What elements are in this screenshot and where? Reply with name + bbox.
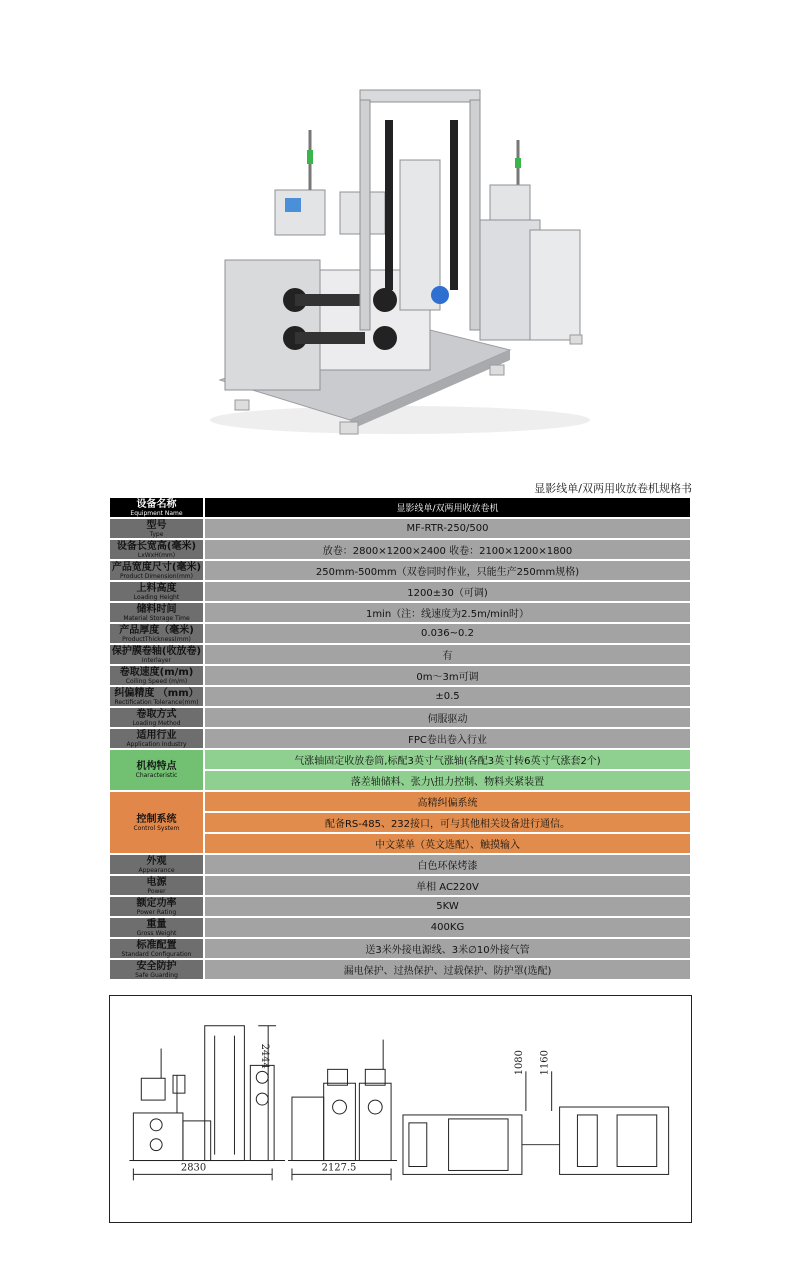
spec-label bbox=[110, 750, 203, 790]
spec-label bbox=[110, 729, 203, 748]
spec-value: 400KG bbox=[203, 918, 690, 937]
spec-row bbox=[110, 939, 690, 958]
spec-label bbox=[110, 540, 203, 559]
dim-height-unwinder: 2444 bbox=[259, 1043, 271, 1069]
spec-value: 显影线单/双两用收放卷机 bbox=[203, 498, 690, 517]
spec-label-zh: 纠偏精度 （mm） bbox=[114, 687, 199, 699]
dim-width-a: 1080 bbox=[513, 1050, 525, 1076]
spec-row bbox=[110, 897, 690, 916]
spec-label bbox=[110, 708, 203, 727]
spec-value: 放卷：2800×1200×2400 收卷：2100×1200×1800 bbox=[203, 540, 690, 559]
spec-row bbox=[110, 918, 690, 937]
spec-label bbox=[110, 519, 203, 538]
spec-table bbox=[110, 496, 690, 981]
spec-label bbox=[110, 855, 203, 874]
spec-label bbox=[110, 582, 203, 601]
spec-label bbox=[110, 918, 203, 937]
spec-label bbox=[110, 561, 203, 580]
spec-label bbox=[110, 666, 203, 685]
spec-label-zh: 额定功率 bbox=[136, 897, 177, 909]
spec-label-en: Gross Weight bbox=[136, 929, 177, 937]
spec-row bbox=[110, 750, 690, 769]
spec-label-en: Loading Method bbox=[132, 719, 181, 727]
document-title: 显影线单/双两用收放卷机规格书 bbox=[534, 482, 692, 495]
spec-label-zh: 产品宽度尺寸(毫米) bbox=[111, 561, 202, 573]
spec-value: ±0.5 bbox=[203, 687, 690, 706]
spec-label-zh: 机构特点 bbox=[136, 761, 177, 772]
spec-label bbox=[110, 624, 203, 643]
spec-label-en: Standard Configuration bbox=[121, 950, 192, 958]
spec-label bbox=[110, 939, 203, 958]
spec-value: 配备RS-485、232接口，可与其他相关设备进行通信。 bbox=[203, 813, 690, 832]
spec-value: 0m～3m可调 bbox=[203, 666, 690, 685]
spec-row bbox=[110, 519, 690, 538]
spec-label bbox=[110, 645, 203, 664]
spec-label-zh: 储料时间 bbox=[136, 603, 177, 615]
spec-value: 0.036~0.2 bbox=[203, 624, 690, 643]
spec-label-zh: 卷取方式 bbox=[136, 708, 177, 720]
spec-label-zh: 设备长宽高(毫米) bbox=[116, 540, 197, 552]
machine-photo bbox=[200, 80, 610, 440]
spec-label-zh: 控制系统 bbox=[136, 813, 177, 825]
spec-label-en: Power bbox=[147, 887, 166, 895]
spec-label-zh: 设备名称 bbox=[136, 498, 177, 510]
spec-value: 1min（注：线速度为2.5m/min时） bbox=[203, 603, 690, 622]
spec-value: 1200±30（可调) bbox=[203, 582, 690, 601]
dim-length-rewinder: 2127.5 bbox=[321, 1162, 357, 1174]
spec-label-en: Material Storage Time bbox=[123, 614, 190, 622]
spec-label-en: LxWxH(mm) bbox=[137, 551, 176, 559]
spec-label-en: Characteristic bbox=[135, 772, 178, 779]
spec-label-en: Appearance bbox=[138, 866, 175, 874]
spec-value: 有 bbox=[203, 645, 690, 664]
spec-value: 伺服驱动 bbox=[203, 708, 690, 727]
spec-row bbox=[110, 624, 690, 643]
spec-label bbox=[110, 687, 203, 706]
spec-label-zh: 安全防护 bbox=[136, 960, 177, 972]
spec-label-zh: 产品厚度（毫米) bbox=[119, 624, 194, 636]
spec-value: 250mm-500mm（双卷同时作业，只能生产250mm规格) bbox=[203, 561, 690, 580]
spec-label-zh: 重量 bbox=[146, 918, 167, 930]
spec-label bbox=[110, 498, 203, 517]
spec-label-zh: 上料高度 bbox=[136, 582, 177, 594]
spec-value: 落差轴储料、张力\扭力控制、物料夹紧装置 bbox=[203, 771, 690, 790]
spec-label bbox=[110, 792, 203, 853]
spec-row bbox=[110, 582, 690, 601]
spec-row bbox=[110, 498, 690, 517]
spec-value: 漏电保护、过热保护、过载保护、防护罩(选配) bbox=[203, 960, 690, 979]
spec-label-zh: 型号 bbox=[146, 519, 167, 531]
spec-row bbox=[110, 792, 690, 811]
spec-row bbox=[110, 561, 690, 580]
spec-row bbox=[110, 645, 690, 664]
spec-label-zh: 适用行业 bbox=[136, 729, 177, 741]
spec-label-en: Application Industry bbox=[126, 740, 187, 748]
spec-label-en: Power Rating bbox=[136, 908, 177, 916]
spec-row bbox=[110, 603, 690, 622]
spec-row bbox=[110, 960, 690, 979]
spec-label bbox=[110, 960, 203, 979]
spec-label-zh: 电源 bbox=[146, 876, 167, 888]
spec-label-en: Type bbox=[149, 530, 164, 538]
spec-label bbox=[110, 603, 203, 622]
spec-label-zh: 外观 bbox=[146, 855, 167, 867]
spec-row bbox=[110, 855, 690, 874]
spec-value: 气涨轴固定收放卷筒,标配3英寸气涨轴(各配3英寸转6英寸气涨套2个) bbox=[203, 750, 690, 769]
spec-label-zh: 标准配置 bbox=[136, 939, 177, 951]
spec-label-en: Rectification Tolerance(mm) bbox=[114, 698, 199, 706]
spec-value: 中文菜单（英文选配）、触摸输入 bbox=[203, 834, 690, 853]
spec-row bbox=[110, 729, 690, 748]
spec-value: MF-RTR-250/500 bbox=[203, 519, 690, 538]
spec-value: FPC卷出卷入行业 bbox=[203, 729, 690, 748]
spec-value: 白色环保烤漆 bbox=[203, 855, 690, 874]
spec-label-en: Product Dimension(mm) bbox=[120, 572, 193, 580]
spec-label-en: Control System bbox=[133, 824, 180, 832]
spec-label-en: Interlayer bbox=[141, 656, 172, 664]
spec-label-en: ProductThickness(mm) bbox=[122, 635, 191, 643]
spec-label bbox=[110, 897, 203, 916]
dim-length-unwinder: 2830 bbox=[180, 1162, 207, 1174]
spec-row bbox=[110, 876, 690, 895]
spec-value: 高精纠偏系统 bbox=[203, 792, 690, 811]
spec-row bbox=[110, 540, 690, 559]
spec-value: 送3米外接电源线、3米∅10外接气管 bbox=[203, 939, 690, 958]
spec-row bbox=[110, 687, 690, 706]
technical-drawing bbox=[109, 995, 692, 1223]
dim-width-b: 1160 bbox=[539, 1050, 551, 1076]
spec-label-en: Loading Height bbox=[133, 593, 180, 601]
spec-label-en: Safe Guarding bbox=[135, 971, 178, 979]
spec-label-zh: 卷取速度(m/m) bbox=[119, 666, 194, 678]
spec-label-en: Equipment Name bbox=[130, 509, 183, 517]
spec-value: 5KW bbox=[203, 897, 690, 916]
spec-label-zh: 保护膜卷轴(收放卷) bbox=[111, 645, 202, 657]
spec-label-en: Coiling Speed (m/m) bbox=[125, 677, 188, 685]
spec-row bbox=[110, 708, 690, 727]
spec-row bbox=[110, 666, 690, 685]
spec-label bbox=[110, 876, 203, 895]
spec-value: 单相 AC220V bbox=[203, 876, 690, 895]
